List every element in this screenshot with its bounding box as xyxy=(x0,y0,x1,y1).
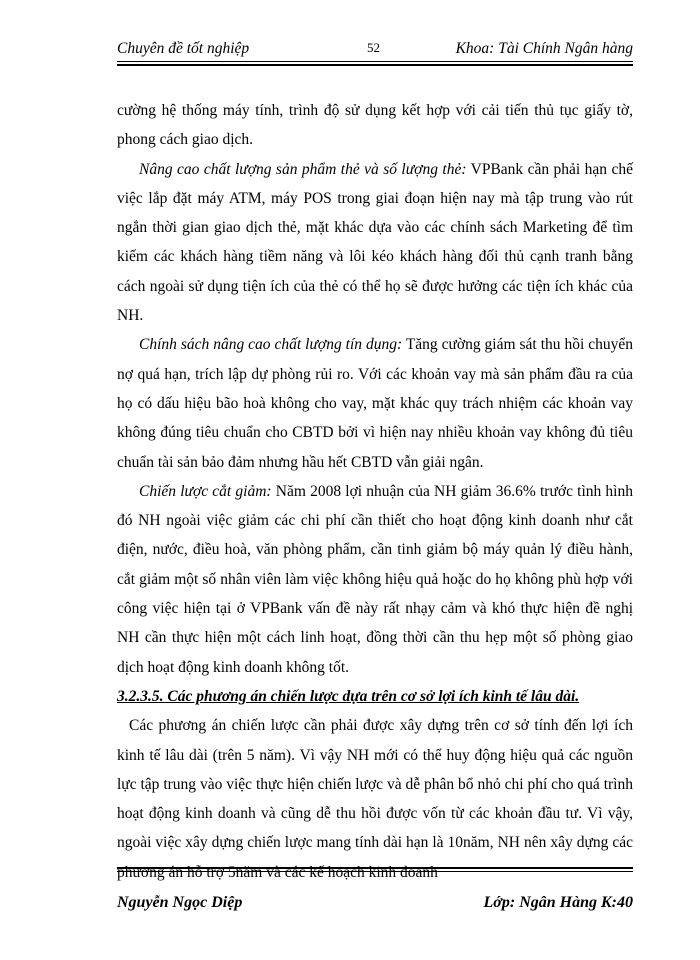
paragraph-lead: Nâng cao chất lượng sản phẩm thẻ và số lượng thẻ: xyxy=(139,160,467,178)
page-header xyxy=(117,40,633,62)
header-thesis-title: Chuyên đề tốt nghiệp xyxy=(117,40,250,57)
paragraph-text: Năm 2008 lợi nhuận của NH giảm 36.6% trước tình hình đó NH ngoài việc giảm các chi phí cần thiết cho hoạt động kinh doanh như cắt điện, nước, điều hoà, văn phòng phẩm, cần tinh giảm bộ máy quản lý điều hành, cắt giảm một số nhân viên làm việc không hiệu quả hoặc do họ không phù hợp với công việc hiện tại ở VPBank vấn đề này rất nhạy cảm và khó thực hiện đề nghị NH cần thực hiện một cách linh hoạt, đồng thời cần thu hẹp một số phòng giao dịch hoạt động kinh doanh không tốt. xyxy=(117,482,633,676)
paragraph-long-term: Các phương án chiến lược cần phải được xây dựng trên cơ sở tính đến lợi ích kinh tế lâu dài (trên 5 năm). Vì vậy NH mới có thể huy động hiệu quả các nguồn lực tập trung vào việc thực hiện chiến lược và dễ phân bổ nhỏ chi phí cho quá trình hoạt động kinh doanh và cũng dễ thu hồi được vốn từ các khoản đầu tư. Vì vậy, ngoài việc xây dựng chiến lược mang tính dài hạn là 10năm, NH nên xây dựng các phương án hỗ trợ 5năm và các kế hoạch kinh doanh xyxy=(117,717,633,881)
paragraph-text: Tăng cường giám sát thu hồi chuyển nợ quá hạn, trích lập dự phòng rủi ro. Với các khoản vay mà sản phẩm đầu ra của họ có dấu hiệu bão hoà không cho vay, mặt khác quy trách nhiệm các khoản vay không đúng tiêu chuẩn cho CBTD bởi vì hiện nay nhiều khoản vay không đủ tiêu chuẩn tài sản bảo đảm nhưng hầu hết CBTD vẫn giải ngân. xyxy=(117,336,633,471)
section-heading: 3.2.3.5. Các phương án chiến lược dựa trên cơ sở lợi ích kinh tế lâu dài. xyxy=(117,687,580,705)
paragraph-text: VPBank cần phải hạn chế việc lắp đặt máy ATM, máy POS trong giai đoạn hiện nay mà tập trung vào rút ngắn thời gian giao dịch thẻ, mặt khác dựa vào các chính sách Marketing để tìm kiếm các khách hàng tiềm năng và lôi kéo khách hàng đối thủ cạnh tranh bằng cách ngoài sử dụng tiện ích của thẻ có thể họ sẽ được hưởng các tiện ích khác của NH. xyxy=(117,160,633,325)
footer-class: Lớp: Ngân Hàng K:40 xyxy=(483,894,633,911)
paragraph-lead: Chính sách nâng cao chất lượng tín dụng: xyxy=(139,336,403,354)
paragraph-cost-cutting xyxy=(117,477,633,682)
footer-author: Nguyễn Ngọc Diệp xyxy=(117,894,243,911)
paragraph-continuation: cường hệ thống máy tính, trình độ sử dụng kết hợp với cải tiến thủ tục giấy tờ, phong cách giao dịch. xyxy=(117,102,633,149)
header-faculty: Khoa: Tài Chính Ngân hàng xyxy=(455,40,633,57)
footer-rule-thin xyxy=(117,871,633,872)
header-rule-thick xyxy=(117,64,633,66)
document-body xyxy=(117,96,633,887)
page-number: 52 xyxy=(367,40,380,55)
paragraph-lead: Chiến lược cắt giảm: xyxy=(139,482,272,500)
header-rule-thin xyxy=(117,61,633,62)
paragraph-card-quality xyxy=(117,155,633,331)
paragraph-credit-policy xyxy=(117,330,633,476)
footer-rule-thick xyxy=(117,867,633,869)
